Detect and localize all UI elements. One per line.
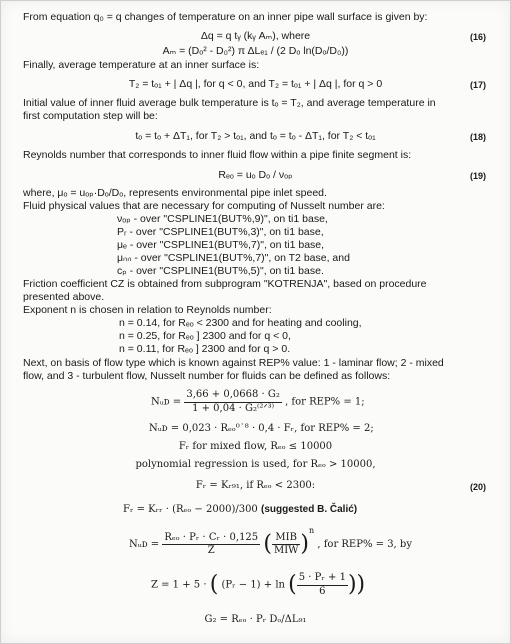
paren-close: ) — [356, 571, 366, 597]
list-item: cₚ - over "CSPLINE1(BUT%,5)", on ti1 base. — [117, 265, 324, 277]
fraction-numerator: MIB — [272, 532, 300, 546]
list-item: μₙₙ - over "CSPLINE1(BUT%,7)", on T2 base, and — [117, 252, 350, 264]
formula-z-middle: (Pᵣ − 1) + ln — [221, 579, 285, 591]
equation-number: (18) — [469, 132, 486, 142]
equation-tf: tₒ = tₒ + ΔT₁, for T₂ > tₒ₁, and tₒ = tₒ - ΔT₁, for T₂ < tₒ₁ — [135, 130, 376, 142]
list-item: n = 0.25, for Rₑₒ ] 2300 and for q < 0, — [119, 330, 291, 342]
list-item: n = 0.14, for Rₑₒ < 2300 and for heating and cooling, — [119, 317, 362, 329]
text-line: presented above. — [23, 291, 105, 303]
fraction-denominator: Z — [207, 545, 215, 556]
formula-fr-transition — [123, 504, 357, 517]
fraction-numerator: Rₑₒ · Pᵣ · Cᵣ · 0,125 — [162, 532, 260, 546]
formula-z-prefix: Z = 1 + 5 · — [151, 579, 207, 591]
formula-author-note: (suggested B. Čalić) — [260, 504, 358, 515]
viscosity-ratio — [272, 532, 300, 558]
formula-lhs: Nᵤᴅ = — [129, 539, 160, 550]
text-line: Reynolds number that corresponds to inner fluid flow within a pipe finite segment is: — [23, 149, 412, 161]
list-item: νₒₚ - over "CSPLINE1(BUT%,9)", on ti1 base, — [117, 213, 328, 225]
equation-number: (19) — [469, 171, 486, 181]
formula-fraction — [184, 389, 282, 415]
fraction-denominator: MIW — [273, 545, 299, 556]
text-line: Fluid physical values that are necessary for computing of Nusselt number are: — [23, 200, 385, 212]
text-line: Next, on basis of flow type which is known against REP% value: 1 - laminar flow; 2 - mixed — [23, 357, 444, 369]
paren-open: ( — [263, 531, 272, 557]
equation-delta-q: Δq = q tᵧ (kᵧ Aₘ), where — [200, 30, 311, 42]
formula-fraction — [297, 572, 348, 598]
formula-fraction — [162, 532, 260, 558]
text-line: Exponent n is chosen in relation to Reynolds number: — [23, 304, 272, 316]
equation-number: (17) — [469, 80, 486, 90]
text-line: where, μₒ = uₒₚ·Dₒ/Dₒ, represents environmental pipe inlet speed. — [23, 187, 327, 199]
paren-close: ) — [347, 571, 357, 597]
equation-number: (20) — [469, 482, 486, 492]
fraction-denominator: 6 — [319, 585, 326, 597]
text-line: Finally, average temperature at an inner surface is: — [23, 59, 260, 71]
text-line: flow, and 3 - turbulent flow, Nusselt number for fluids can be defined as follows: — [23, 370, 391, 382]
text-line: From equation q₀ = q changes of temperature on an inner pipe wall surface is given by: — [23, 11, 428, 23]
formula-turbulent — [129, 525, 412, 558]
formula-mixed-note: Fᵣ for mixed flow, Rₑₒ ≤ 10000 — [178, 441, 333, 452]
formula-lhs: Nᵤᴅ = — [151, 396, 182, 408]
fraction-numerator: 3,66 + 0,0668 · G₂ — [184, 389, 282, 403]
formula-regression-note: polynomial regression is used, for Rₑₒ > 10000, — [135, 459, 376, 470]
text-line: first computation step will be: — [23, 110, 158, 122]
paren-open: ( — [288, 571, 297, 597]
formula-gz: G₂ = Rₑₒ · Pᵣ Dₒ/ΔL₉₁ — [204, 614, 307, 625]
text-line: Friction coefficient CZ is obtained from subprogram "KOTRENJA", based on procedure — [23, 278, 427, 290]
formula-z — [151, 572, 365, 598]
equation-reynolds: Rₑₒ = uₒ Dₒ / νₒₚ — [218, 169, 293, 181]
formula-fr-transition-expr: Fᵣ = Kᵣᵣ · (Rₑₒ − 2000)/300 — [123, 504, 258, 515]
text-line: Initial value of inner fluid average bulk temperature is tₒ = T₂, and average temperature in — [23, 97, 436, 109]
equation-area: Aₘ = (Dₒ² - D₀²) π ΔLₑ₁ / (2 Dₒ ln(Dₒ/D₀)) — [162, 45, 349, 57]
equation-number: (16) — [469, 32, 486, 42]
fraction-numerator: 5 · Pᵣ + 1 — [297, 572, 348, 586]
paren-close: ) — [300, 531, 310, 557]
paren-open: ( — [209, 571, 219, 597]
fraction-denominator: 1 + 0,04 · G₂⁽²ᐟ³⁾ — [192, 402, 275, 414]
formula-laminar — [151, 389, 365, 415]
list-item: μₑ - over "CSPLINE1(BUT%,7)", on ti1 base, — [117, 239, 325, 251]
formula-condition: , for REP% = 3, by — [317, 539, 412, 550]
equation-t2: T₂ = tₒ₁ + | Δq |, for q < 0, and T₂ = tₒ₁ + | Δq |, for q > 0 — [128, 78, 383, 90]
formula-condition: , for REP% = 1; — [285, 396, 365, 408]
formula-fr-laminar: Fᵣ = Kᵣ₉₁, if Rₑₒ < 2300: — [195, 480, 316, 491]
list-item: n = 0.11, for Rₑₒ ] 2300 and for q > 0. — [119, 343, 291, 355]
formula-exponent: n — [309, 526, 315, 535]
formula-mixed: Nᵤᴅ = 0,023 · Rₑₒ⁰˙⁸ · 0,4 · Fᵣ, for REP% = 2; — [149, 423, 374, 434]
list-item: Pᵣ - over "CSPLINE1(BUT%,3)", on ti1 base, — [117, 226, 324, 238]
